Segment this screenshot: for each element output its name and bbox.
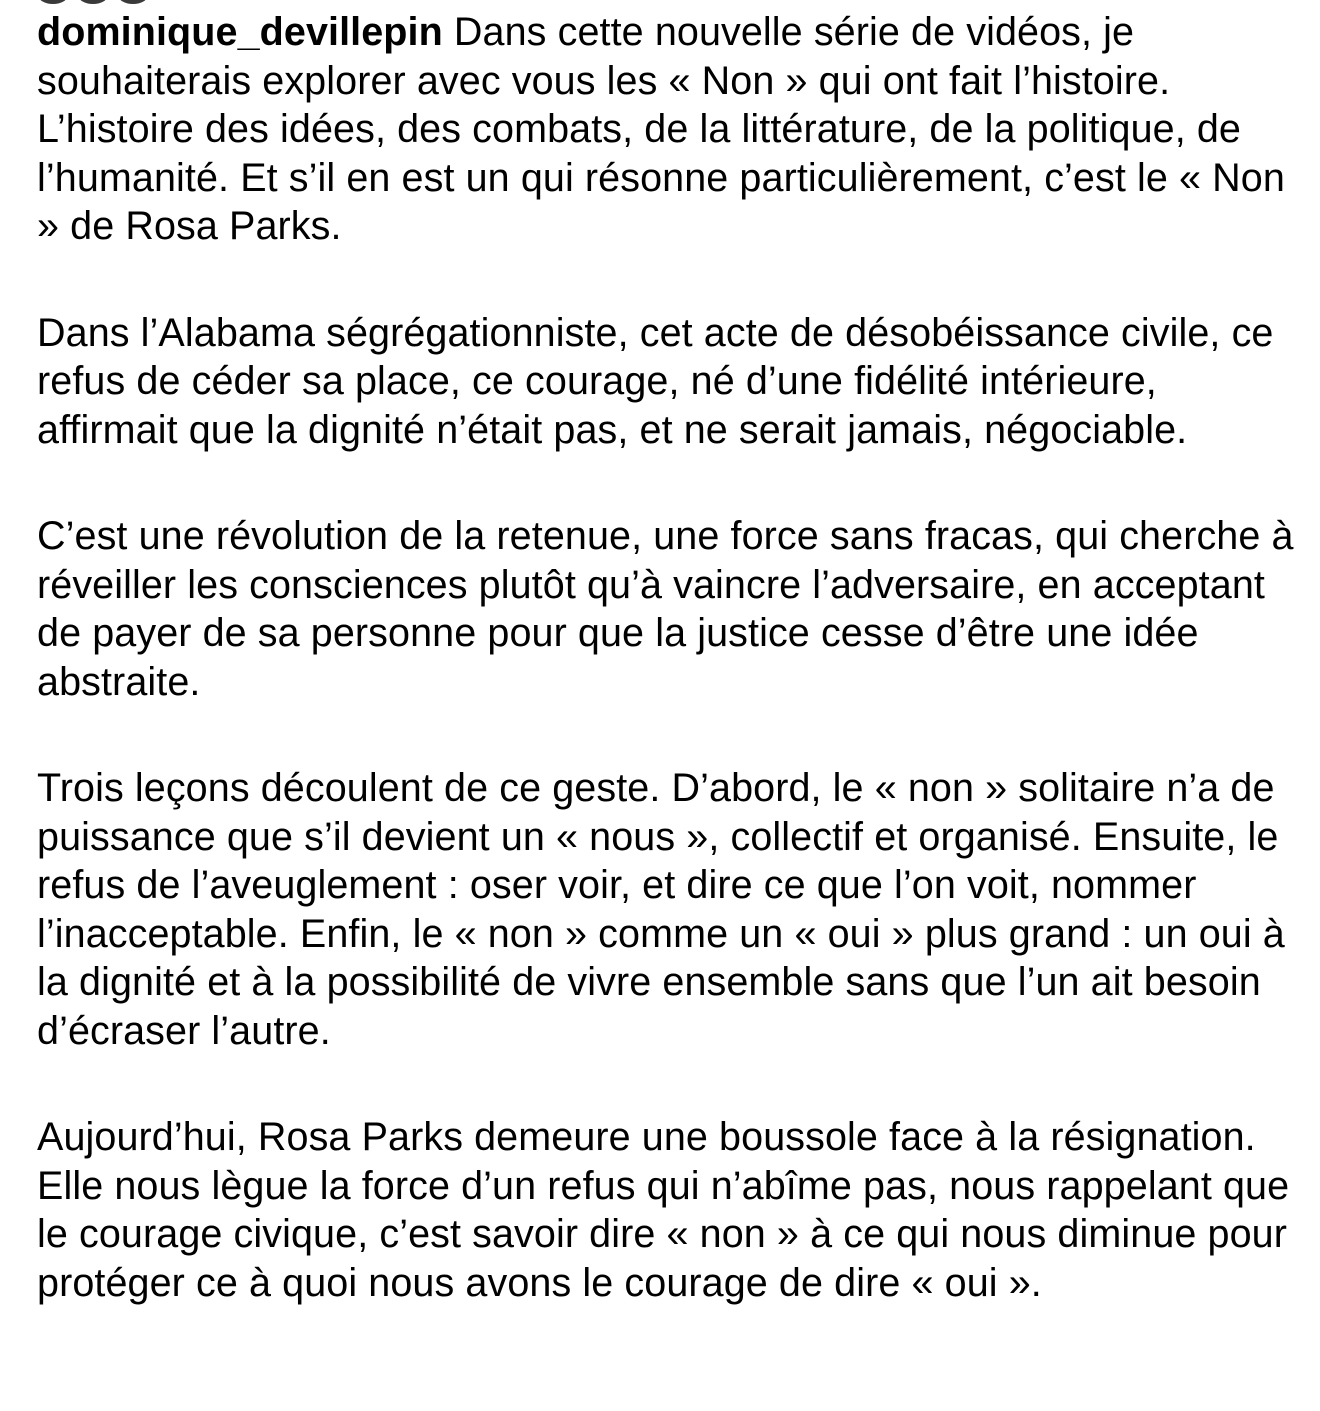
caption-paragraph-3: C’est une révolution de la retenue, une force sans fracas, qui cherche à réveiller les consciences plutôt qu’à vaincre l’adversaire, en acceptant de payer de sa personne pour que la justice cesse d’être une idée abstraite. bbox=[37, 514, 1294, 704]
username-link[interactable]: dominique_devillepin bbox=[37, 10, 443, 54]
caption-paragraph-4: Trois leçons découlent de ce geste. D’abord, le « non » solitaire n’a de puissance que s’il devient un « nous », collectif et organisé. Ensuite, le refus de l’aveuglement : oser voir, et dire ce que l’on voit, nommer l’inacceptable. Enfin, le « non » comme un « oui » plus grand : un oui à la dignité et à la possibilité de vivre ensemble sans que l’un ait besoin d’écraser l’autre. bbox=[37, 766, 1285, 1053]
caption-paragraph-1 bbox=[37, 8, 1299, 251]
caption-paragraph-2: Dans l’Alabama ségrégationniste, cet acte de désobéissance civile, ce refus de céder sa place, ce courage, né d’une fidélité intérieure, affirmait que la dignité n’était pas, et ne serait jamais, négociable. bbox=[37, 310, 1274, 452]
post-caption bbox=[37, 8, 1299, 1307]
cropped-top-fragment bbox=[38, 0, 68, 4]
caption-text: Dans cette nouvelle série de vidéos, je souhaiterais explorer avec vous les « Non » qui ont fait l’histoire. L’histoire des idées, des combats, de la littérature, de la politique, de l’humanité. Et s’il en est un qui résonne particulièrement, c’est le « Non » de Rosa Parks. bbox=[37, 10, 1285, 248]
cropped-top-fragment bbox=[78, 0, 108, 4]
cropped-top-content bbox=[38, 0, 148, 4]
cropped-top-fragment bbox=[118, 0, 148, 4]
caption-paragraph-5: Aujourd’hui, Rosa Parks demeure une boussole face à la résignation. Elle nous lègue la force d’un refus qui n’abîme pas, nous rappelant que le courage civique, c’est savoir dire « non » à ce qui nous diminue pour protéger ce à quoi nous avons le courage de dire « oui ». bbox=[37, 1115, 1290, 1305]
